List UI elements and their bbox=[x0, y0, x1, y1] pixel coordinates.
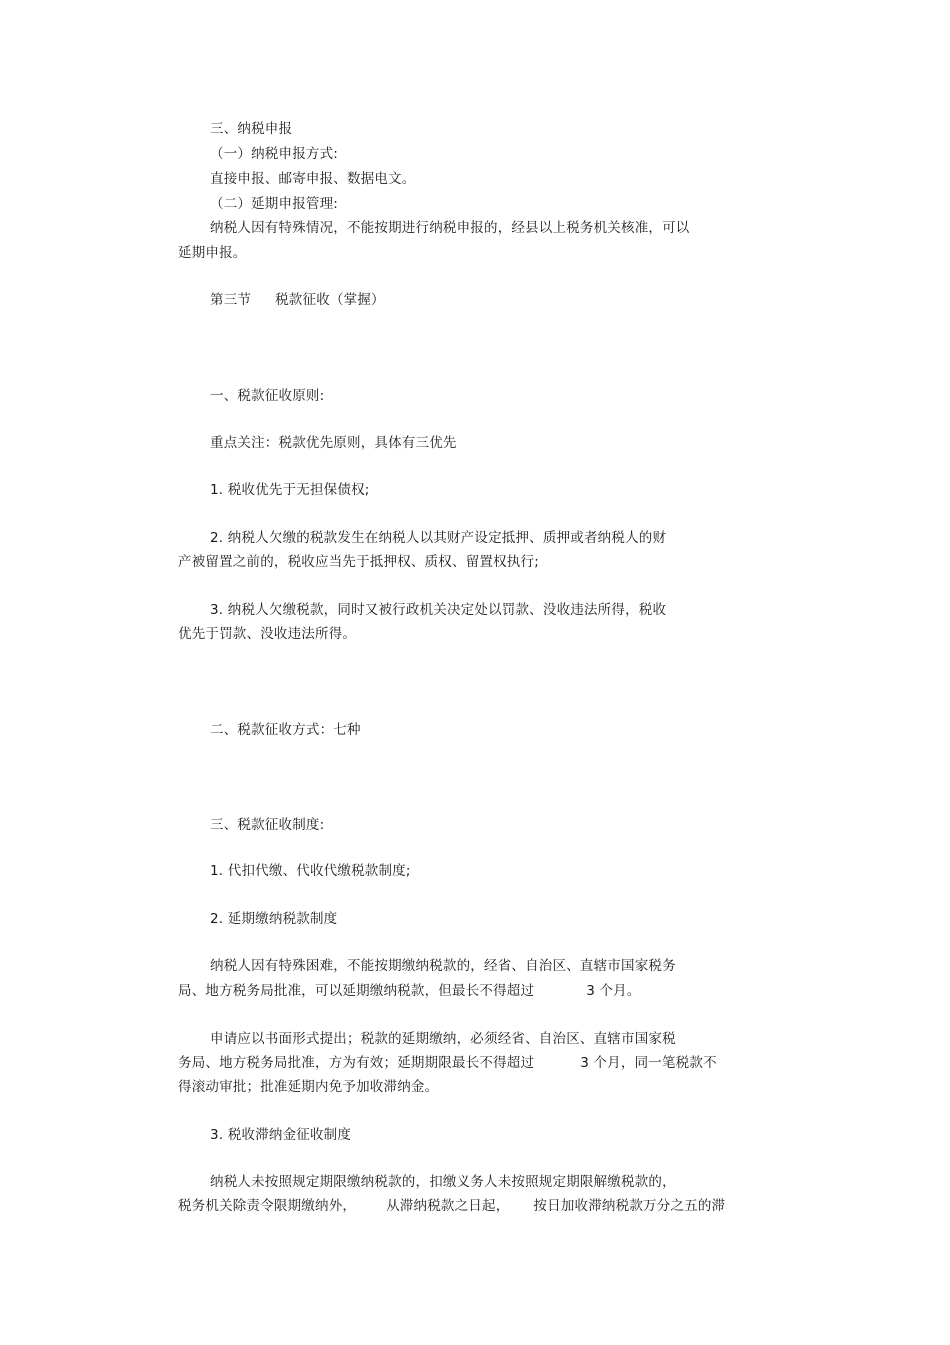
application-text: 务局、地方税务局批准，方为有效；延期期限最长不得超过 bbox=[178, 1055, 535, 1071]
paragraph-focus-note: 重点关注：税款优先原则，具体有三优先 bbox=[210, 435, 457, 451]
deferral-text: 局、地方税务局批准，可以延期缴纳税款，但最长不得超过 bbox=[178, 983, 535, 999]
list-item-system-1: 1. 代扣代缴、代收代缴税款制度; bbox=[210, 863, 411, 879]
paragraph-extension-line1: 纳税人因有特殊情况，不能按期进行纳税申报的，经县以上税务机关核准，可以 bbox=[210, 220, 690, 236]
section-heading-tax-declaration: 三、纳税申报 bbox=[210, 121, 293, 137]
subheading-extension-management: （二）延期申报管理: bbox=[210, 196, 339, 212]
paragraph-application-line3: 得滚动审批；批准延期内免予加收滞纳金。 bbox=[178, 1079, 439, 1095]
heading-collection-systems: 三、税款征收制度: bbox=[210, 817, 325, 833]
application-limit: 3 个月，同一笔税款不 bbox=[580, 1055, 717, 1071]
paragraph-application-line2 bbox=[178, 1054, 717, 1072]
list-item-principle-2-line1: 2. 纳税人欠缴的税款发生在纳税人以其财产设定抵押、质押或者纳税人的财 bbox=[210, 530, 667, 546]
list-item-principle-3-line1: 3. 纳税人欠缴税款，同时又被行政机关决定处以罚款、没收违法所得，税收 bbox=[210, 602, 667, 618]
late-fee-text-b: 从滞纳税款之日起， bbox=[386, 1198, 510, 1214]
deferral-limit: 3 个月。 bbox=[586, 983, 641, 999]
list-item-principle-1: 1. 税收优先于无担保债权; bbox=[210, 482, 370, 498]
heading-collection-methods: 二、税款征收方式：七种 bbox=[210, 722, 361, 738]
paragraph-late-fee-line1: 纳税人未按照规定期限缴纳税款的，扣缴义务人未按照规定期限解缴税款的， bbox=[210, 1174, 676, 1190]
late-fee-text-c: 按日加收滞纳税款万分之五的滞 bbox=[533, 1198, 726, 1214]
heading-collection-principles: 一、税款征收原则: bbox=[210, 388, 325, 404]
paragraph-extension-line2: 延期申报。 bbox=[178, 245, 247, 261]
list-item-system-2: 2. 延期缴纳税款制度 bbox=[210, 911, 338, 927]
paragraph-late-fee-line2 bbox=[178, 1197, 725, 1215]
chapter-section-heading bbox=[210, 291, 385, 309]
paragraph-deferral-line2 bbox=[178, 982, 641, 1000]
section-label: 第三节 bbox=[210, 292, 252, 308]
paragraph-declaration-methods: 直接申报、邮寄申报、数据电文。 bbox=[210, 171, 416, 187]
list-item-principle-2-line2: 产被留置之前的，税收应当先于抵押权、质权、留置权执行; bbox=[178, 554, 539, 570]
subheading-declaration-methods: （一）纳税申报方式: bbox=[210, 146, 339, 162]
list-item-system-3: 3. 税收滞纳金征收制度 bbox=[210, 1127, 352, 1143]
section-title: 税款征收（掌握） bbox=[275, 292, 385, 308]
list-item-principle-3-line2: 优先于罚款、没收违法所得。 bbox=[178, 626, 357, 642]
paragraph-application-line1: 申请应以书面形式提出；税款的延期缴纳，必须经省、自治区、直辖市国家税 bbox=[210, 1031, 676, 1047]
paragraph-deferral-line1: 纳税人因有特殊困难，不能按期缴纳税款的，经省、自治区、直辖市国家税务 bbox=[210, 958, 676, 974]
late-fee-text-a: 税务机关除责令限期缴纳外， bbox=[178, 1198, 357, 1214]
